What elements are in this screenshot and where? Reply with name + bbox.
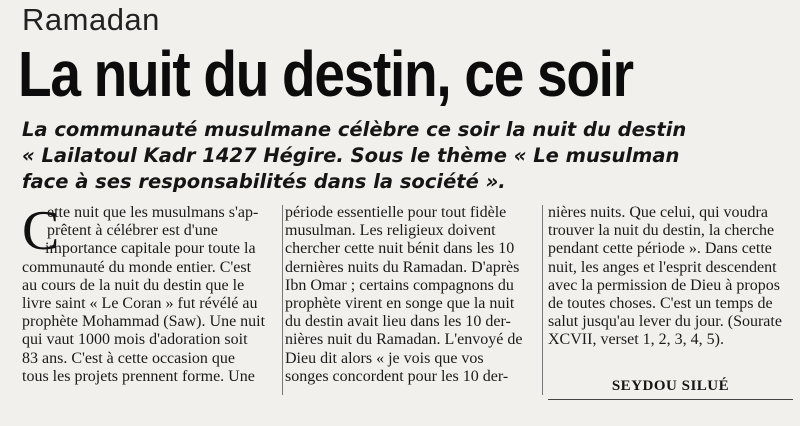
text-line: Ibn Omar ; certains compagnons du xyxy=(285,276,514,294)
text-line: du destin avait lieu dans les 10 der- xyxy=(285,313,511,331)
text-line: communauté du monde entier. C'est xyxy=(22,258,252,276)
text-line: qui vaut 1000 mois d'adoration soit xyxy=(22,331,248,349)
text-line: tous les projets prennent forme. Une xyxy=(22,367,255,385)
article-column-2 xyxy=(285,204,533,386)
text-line: livre saint « Le Coran » fut révélé au xyxy=(22,295,258,313)
headline: La nuit du destin, ce soir xyxy=(18,38,633,110)
text-line: de toutes choses. C'est un temps de xyxy=(548,295,773,313)
column-divider xyxy=(542,205,543,395)
article-column-3 xyxy=(548,204,793,350)
text-line: prophète virent en songe que la nuit xyxy=(285,295,515,313)
article-column-1 xyxy=(22,200,280,386)
text-line: au cours de la nuit du destin que le xyxy=(22,276,245,294)
text-line: nières nuit du Ramadan. L'envoyé de xyxy=(285,331,523,349)
column-divider xyxy=(282,205,283,395)
text-line: salut jusqu'au lever du jour. (Sourate xyxy=(548,313,782,331)
standfirst-line: La communauté musulmane célèbre ce soir la nuit du destin xyxy=(22,118,687,141)
text-line: avec la permission de Dieu à propos xyxy=(548,276,780,294)
text-line: Dieu dit alors « je vois que vos xyxy=(285,349,484,367)
text-line: prophète Mohammad (Saw). Une nuit xyxy=(22,313,266,331)
author-signature: SEYDOU SILUÉ xyxy=(611,378,730,394)
text-line: prêtent à célébrer est d'une xyxy=(47,222,218,240)
text-line: chercher cette nuit bénit dans les 10 xyxy=(285,240,515,258)
text-line: nières nuits. Que celui, qui voudra xyxy=(548,204,768,221)
text-line: importance capitale pour toute la xyxy=(45,240,256,258)
standfirst-line: « Lailatoul Kadr 1427 Hégire. Sous le thème « Le musulman xyxy=(22,144,680,167)
text-line: nuit, les anges et l'esprit descendent xyxy=(548,258,777,276)
signature-underline xyxy=(548,399,793,400)
standfirst xyxy=(22,117,792,195)
text-line: dernières nuits du Ramadan. D'après xyxy=(285,258,520,276)
text-line: ette nuit que les musulmans s'ap- xyxy=(47,204,259,221)
drop-cap: C xyxy=(22,200,60,262)
section-rubric: Ramadan xyxy=(22,2,160,37)
text-line: musulman. Les religieux doivent xyxy=(285,222,496,240)
text-line: pendant cette période ». Dans cette xyxy=(548,240,772,258)
standfirst-line: face à ses responsabilités dans la société ». xyxy=(22,170,506,193)
text-line: songes concordent pour les 10 der- xyxy=(285,367,509,385)
text-line: période essentielle pour tout fidèle xyxy=(285,204,507,221)
text-line: trouver la nuit du destin, la cherche xyxy=(548,222,775,240)
text-line: XCVII, verset 1, 2, 3, 4, 5). xyxy=(548,331,724,349)
text-line: 83 ans. C'est à cette occasion que xyxy=(22,349,236,367)
